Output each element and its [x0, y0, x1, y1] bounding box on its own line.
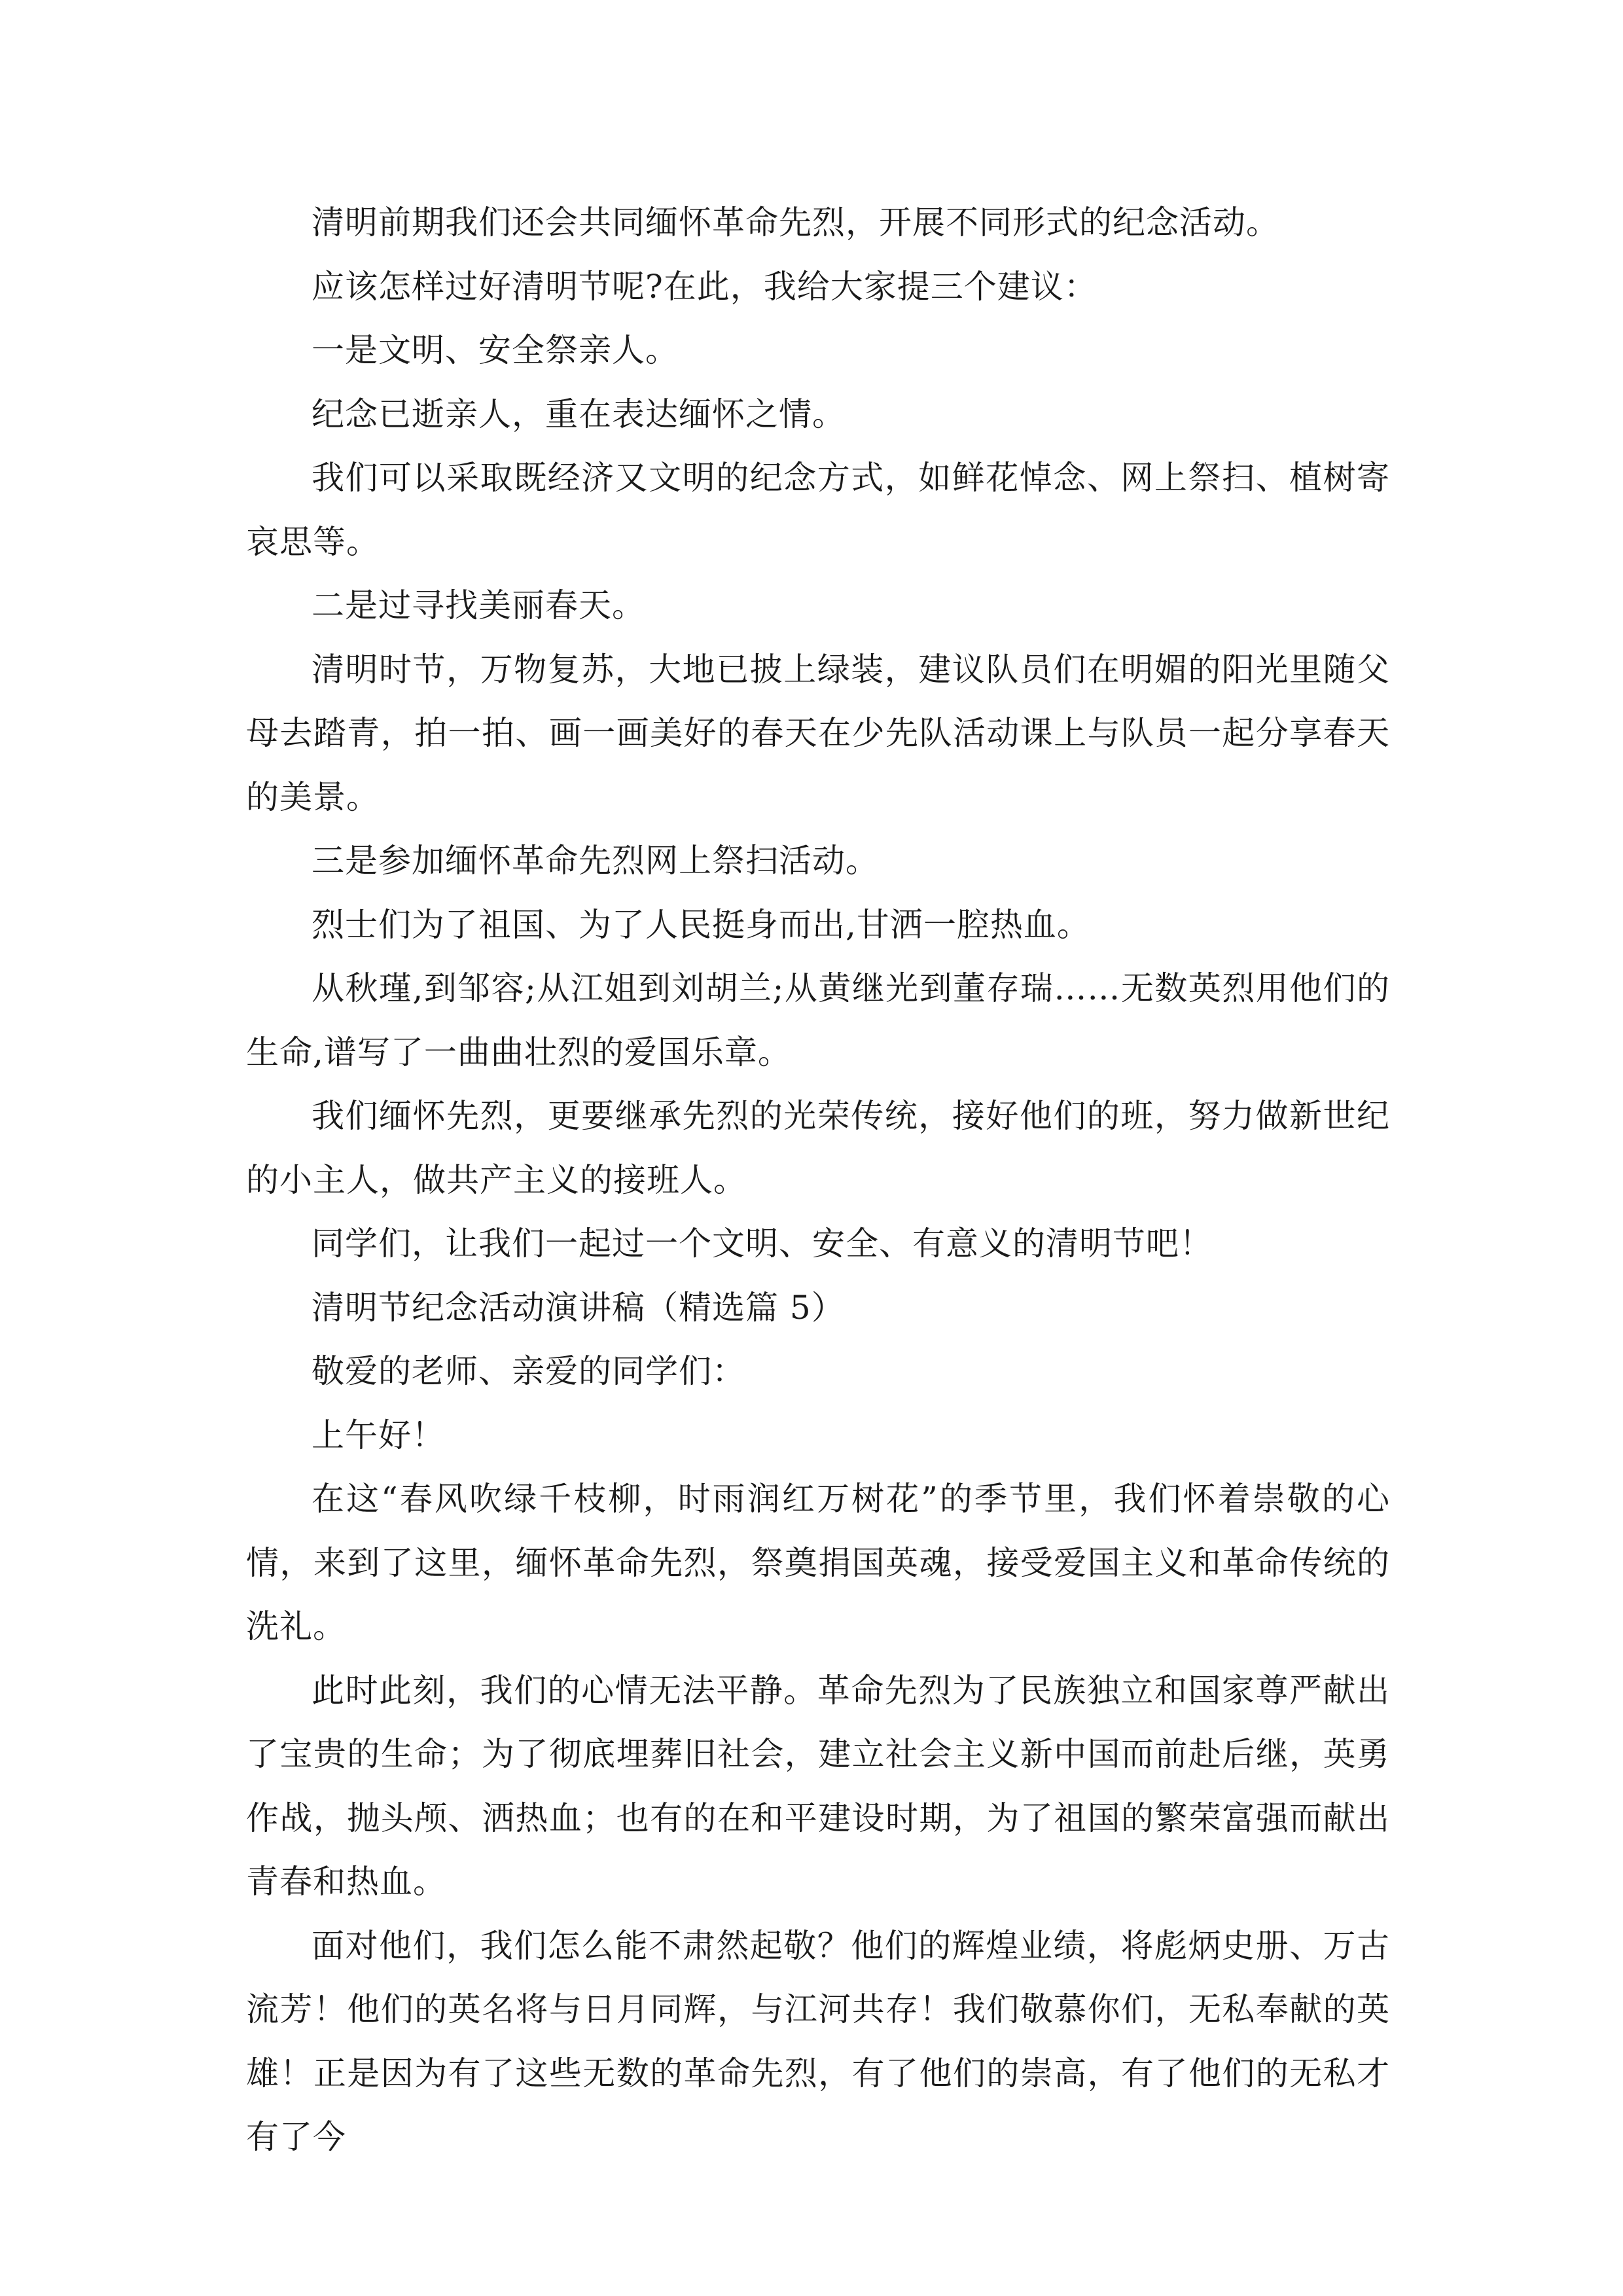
paragraph: 我们可以采取既经济又文明的纪念方式，如鲜花悼念、网上祭扫、植树寄哀思等。 [246, 459, 1390, 561]
paragraph: 此时此刻，我们的心情无法平静。革命先烈为了民族独立和国家尊严献出了宝贵的生命；为了彻底埋葬旧社会，建立社会主义新中国而前赴后继，英勇作战，抛头颅、洒热血；也有的在和平建设时期，为了祖国的繁荣富强而献出青春和热血。 [246, 1671, 1390, 1901]
paragraph: 从秋瑾,到邹容;从江姐到刘胡兰;从黄继光到董存瑞……无数英烈用他们的生命,谱写了一曲曲壮烈的爱国乐章。 [246, 969, 1390, 1071]
paragraph: 纪念已逝亲人，重在表达缅怀之情。 [312, 395, 846, 433]
paragraph: 在这“春风吹绿千枝柳，时雨润红万树花”的季节里，我们怀着崇敬的心情，来到了这里，缅怀革命先烈，祭奠捐国英魂，接受爱国主义和革命传统的洗礼。 [246, 1480, 1390, 1645]
paragraph: 烈士们为了祖国、为了人民挺身而出,甘洒一腔热血。 [312, 905, 1090, 944]
greeting: 上午好！ [312, 1416, 445, 1454]
paragraph: 三是参加缅怀革命先烈网上祭扫活动。 [312, 842, 879, 880]
salutation: 敬爱的老师、亲爱的同学们： [312, 1352, 745, 1390]
paragraph: 我们缅怀先烈，更要继承先烈的光荣传统，接好他们的班，努力做新世纪的小主人，做共产主义的接班人。 [246, 1097, 1390, 1199]
paragraph: 面对他们，我们怎么能不肃然起敬？他们的辉煌业绩，将彪炳史册、万古流芳！他们的英名将与日月同辉，与江河共存！我们敬慕你们，无私奉献的英雄！正是因为有了这些无数的革命先烈，有了他们的崇高，有了他们的无私才有了今 [246, 1926, 1390, 2156]
paragraph: 清明时节，万物复苏，大地已披上绿装，建议队员们在明媚的阳光里随父母去踏青，拍一拍、画一画美好的春天在少先队活动课上与队员一起分享春天的美景。 [246, 650, 1390, 816]
paragraph: 应该怎样过好清明节呢?在此，我给大家提三个建议： [312, 267, 1097, 306]
section-heading: 清明节纪念活动演讲稿（精选篇 5） [312, 1288, 845, 1327]
paragraph: 清明前期我们还会共同缅怀革命先烈，开展不同形式的纪念活动。 [312, 204, 1279, 242]
paragraph: 二是过寻找美丽春天。 [312, 586, 645, 624]
body-text [246, 191, 1390, 2170]
paragraph: 同学们，让我们一起过一个文明、安全、有意义的清明节吧！ [312, 1225, 1213, 1263]
paragraph: 一是文明、安全祭亲人。 [312, 331, 679, 369]
